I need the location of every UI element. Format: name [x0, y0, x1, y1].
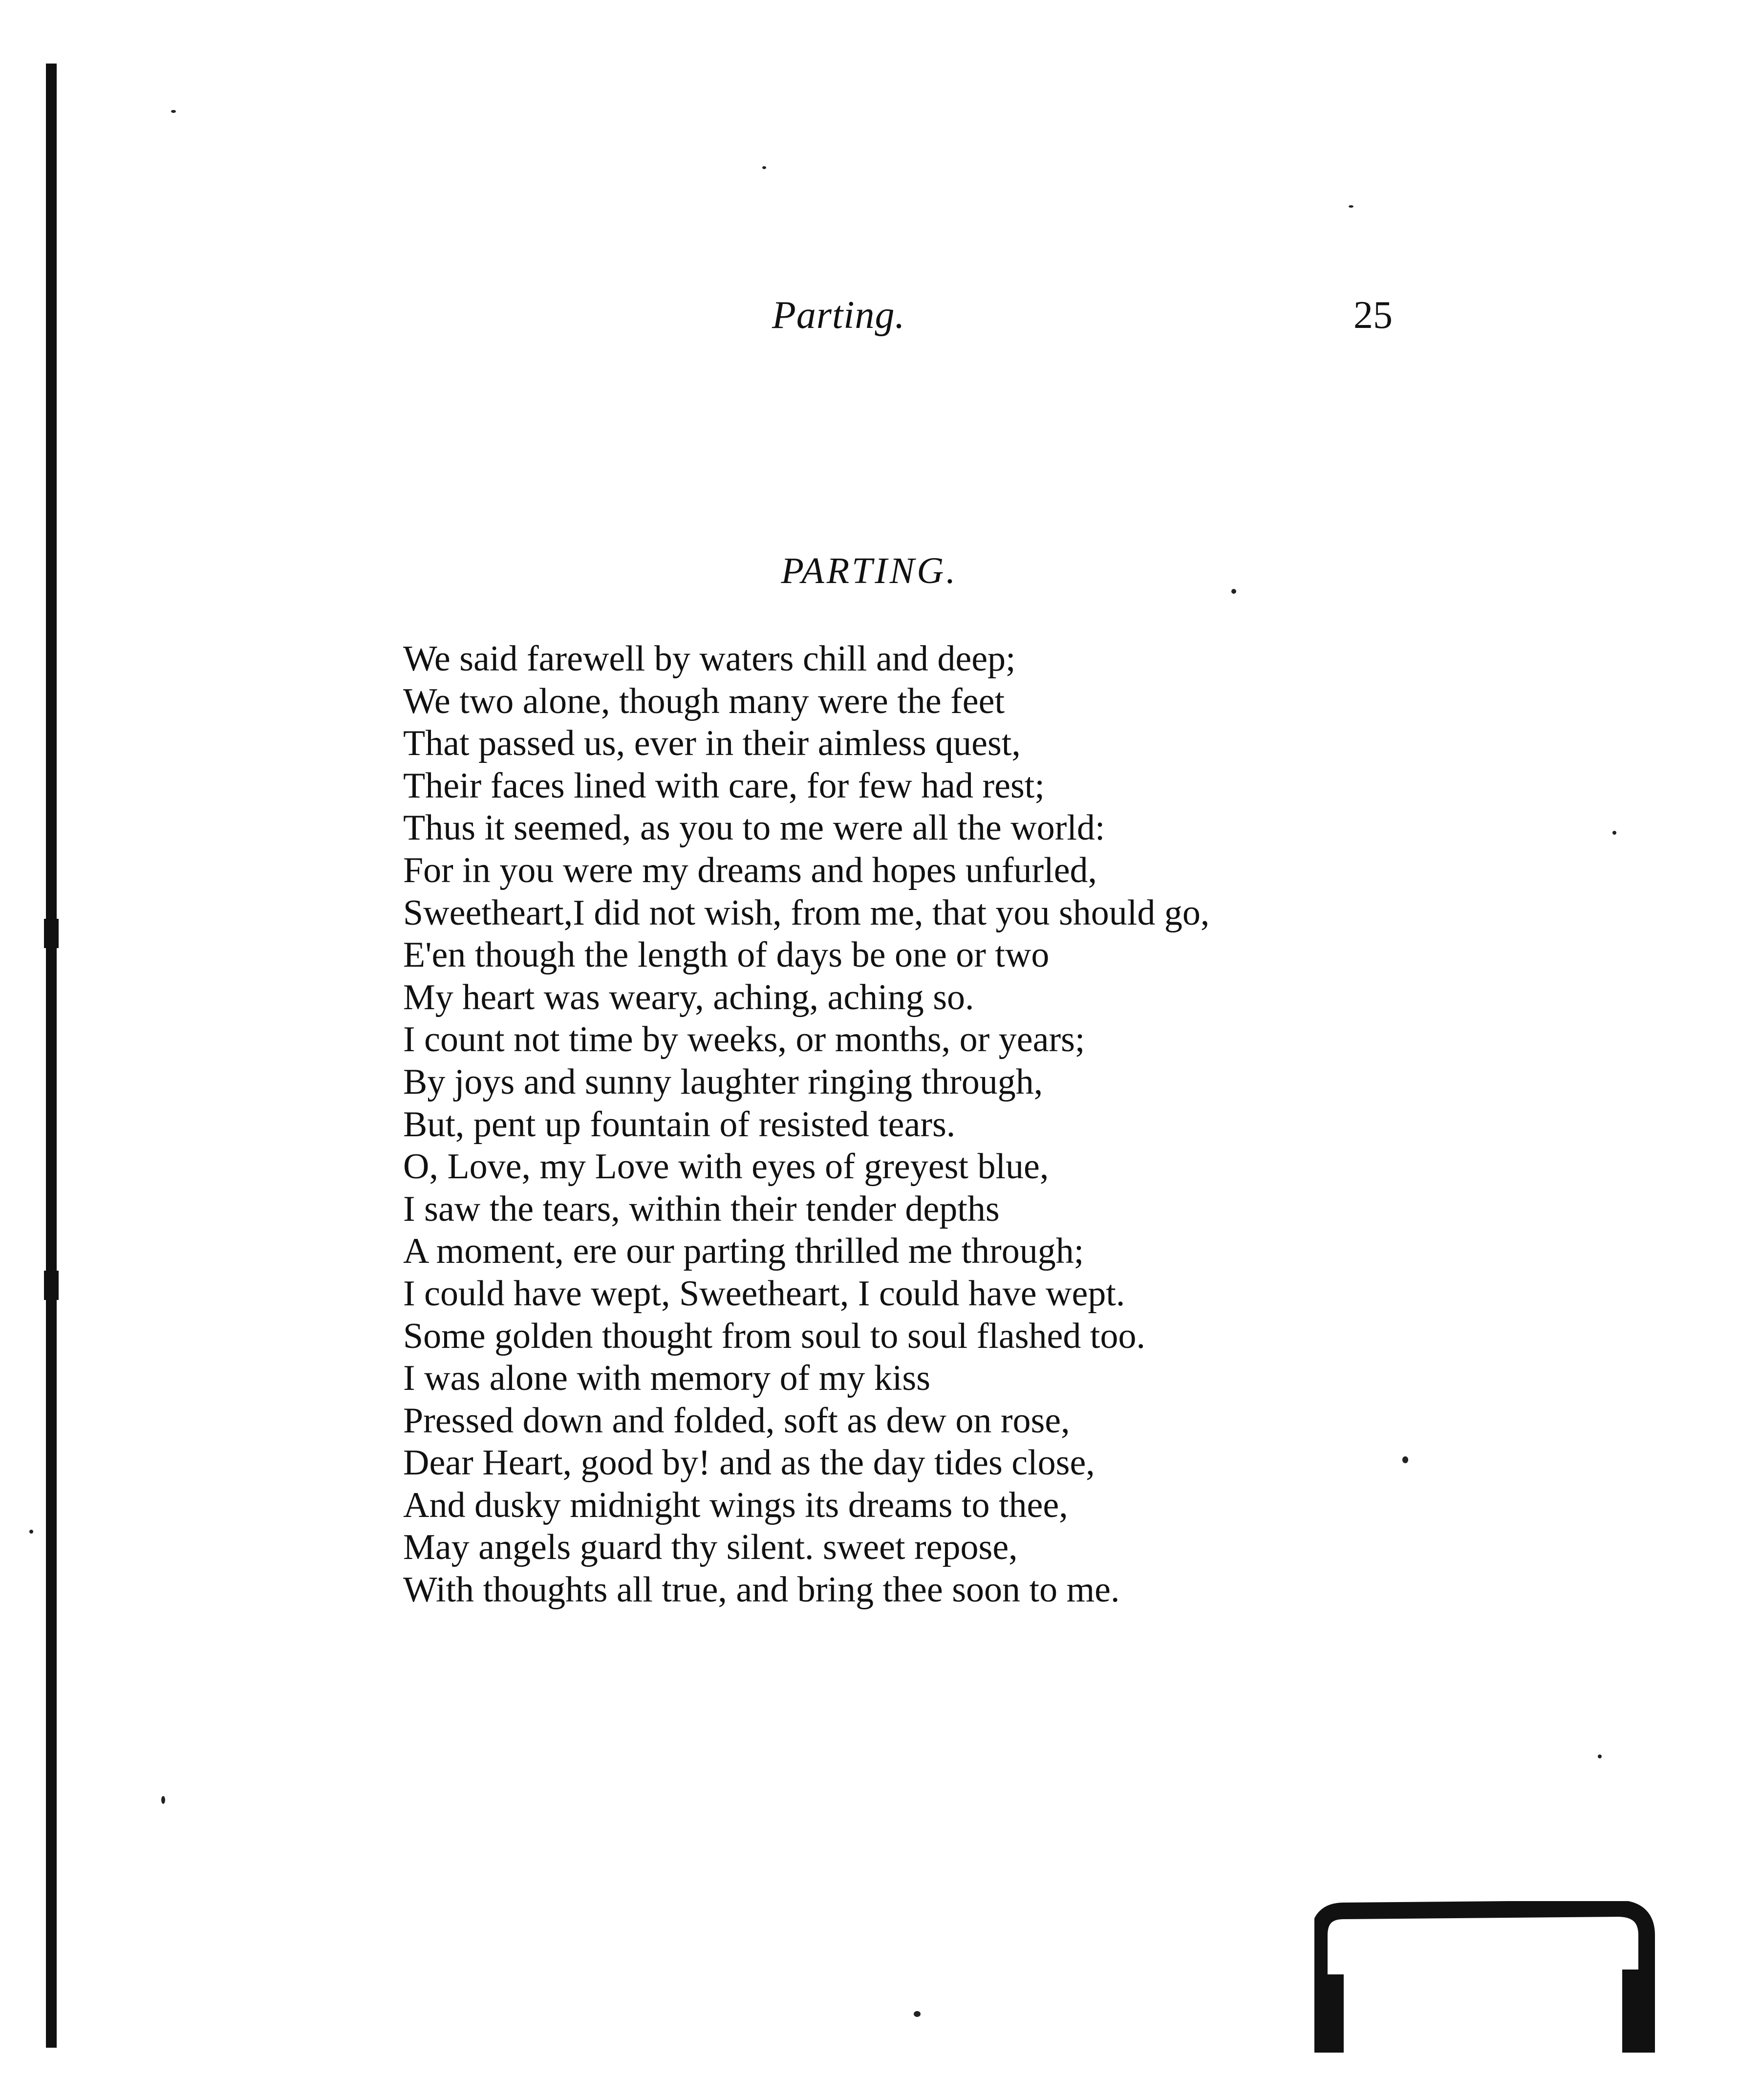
print-speck: [1231, 589, 1236, 594]
page-binding-edge: [46, 64, 57, 2048]
poem-line: I saw the tears, within their tender depths: [403, 1189, 1000, 1229]
poem-line: And dusky midnight wings its dreams to thee,: [403, 1485, 1068, 1525]
poem-line: E'en though the length of days be one or two: [403, 935, 1050, 975]
print-speck: [29, 1530, 33, 1534]
print-speck: [1349, 205, 1353, 208]
running-title: Parting.: [772, 294, 905, 337]
poem-line: Pressed down and folded, soft as dew on rose,: [403, 1400, 1070, 1441]
binding-mark: [44, 1271, 59, 1300]
poem-line: I could have wept, Sweetheart, I could have wept.: [403, 1273, 1125, 1314]
poem-line: We said farewell by waters chill and deep;: [403, 639, 1016, 679]
poem-body: [403, 638, 1429, 1611]
poem-line: We two alone, though many were the feet: [403, 681, 1005, 721]
poem-line: Sweetheart,I did not wish, from me, that you should go,: [403, 892, 1210, 933]
poem-line: I count not time by weeks, or months, or years;: [403, 1019, 1085, 1060]
print-speck: [161, 1796, 165, 1804]
print-speck: [171, 110, 176, 113]
print-speck: [1612, 831, 1616, 835]
poem-line: That passed us, ever in their aimless quest,: [403, 723, 1021, 764]
binding-mark: [44, 919, 59, 948]
poem-line: I was alone with memory of my kiss: [403, 1358, 930, 1399]
print-speck: [1402, 1456, 1408, 1463]
poem-line: May angels guard thy silent. sweet repose,: [403, 1527, 1018, 1568]
print-speck: [1598, 1754, 1602, 1758]
poem-line: Dear Heart, good by! and as the day tides close,: [403, 1443, 1095, 1483]
poem-line: O, Love, my Love with eyes of greyest blue,: [403, 1147, 1049, 1187]
poem-line: Some golden thought from soul to soul flashed too.: [403, 1316, 1145, 1356]
poem-line: By joys and sunny laughter ringing through,: [403, 1061, 1043, 1102]
poem-line: Thus it seemed, as you to me were all the world:: [403, 808, 1105, 848]
print-speck: [762, 166, 766, 169]
page-number: 25: [1353, 294, 1393, 337]
poem-line: A moment, ere our parting thrilled me through;: [403, 1231, 1084, 1272]
poem-line: Their faces lined with care, for few had rest;: [403, 765, 1045, 806]
library-stamp-mark: [1314, 1901, 1656, 2057]
poem-line: My heart was weary, aching, aching so.: [403, 977, 974, 1018]
print-speck: [914, 2011, 921, 2017]
poem-line: With thoughts all true, and bring thee soon to me.: [403, 1570, 1120, 1610]
poem-line: But, pent up fountain of resisted tears.: [403, 1104, 956, 1145]
poem-line: For in you were my dreams and hopes unfurled,: [403, 850, 1097, 890]
running-header: [0, 293, 1739, 347]
poem-title: PARTING.: [781, 550, 958, 591]
